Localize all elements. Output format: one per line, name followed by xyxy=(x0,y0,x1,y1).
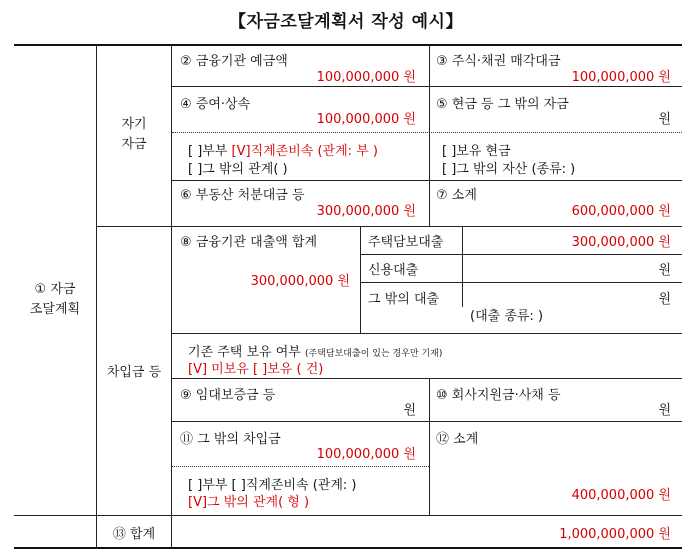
page-title: 【자금조달계획서 작성 예시】 xyxy=(229,12,463,32)
cash-detail-line2: [ ]그 밖의 자산 (종류: ) xyxy=(442,162,576,177)
company-value: 원 xyxy=(658,403,671,418)
gift-relation-spouse: [ ]부부 xyxy=(188,144,232,159)
total-value: 1,000,000,000 원 xyxy=(559,527,671,542)
section-main-label xyxy=(14,280,96,320)
borrow-subtotal-value: 400,000,000 원 xyxy=(571,488,671,503)
borrowed-label: 차입금 등 xyxy=(106,365,162,380)
mortgage-value: 300,000,000 원 xyxy=(571,235,671,250)
self-funds-label-line1: 자기 xyxy=(121,117,147,132)
housing-value: [V] 미보유 [ ]보유 ( 건) xyxy=(188,362,324,377)
total-label: ⑬ 합계 xyxy=(112,527,156,542)
borrow-relation-line1: [ ]부부 [ ]직계존비속 (관계: ) xyxy=(188,478,357,493)
loan-label: ⑧ 금융기관 대출액 합계 xyxy=(180,235,318,250)
section-main-line1: ① 자금 xyxy=(34,282,76,297)
cash-label: ⑤ 현금 등 그 밖의 자금 xyxy=(436,97,569,112)
self-subtotal-label: ⑦ 소계 xyxy=(436,188,477,203)
gift-relation-lineal: [V]직계존비속 (관계: 부 ) xyxy=(231,144,378,159)
other-loan-type: (대출 종류: ) xyxy=(470,309,544,324)
deposit-lease-label: ⑨ 임대보증금 등 xyxy=(180,388,276,403)
gift-relation-line1 xyxy=(188,140,378,159)
gift-label: ④ 증여·상속 xyxy=(180,97,251,112)
deposit-lease-value: 원 xyxy=(403,403,416,418)
company-label: ⑩ 회사지원금·사채 등 xyxy=(436,388,561,403)
real-estate-label: ⑥ 부동산 처분대금 등 xyxy=(180,188,305,203)
other-borrow-value: 100,000,000 원 xyxy=(316,447,416,462)
borrow-subtotal-label: ⑫ 소계 xyxy=(436,432,479,447)
other-loan-value: 원 xyxy=(658,292,671,307)
self-funds-label xyxy=(97,115,171,155)
deposit-label: ② 금융기관 예금액 xyxy=(180,54,288,69)
housing-note: (주택담보대출이 있는 경우만 기재) xyxy=(305,349,443,359)
mortgage-label: 주택담보대출 xyxy=(368,235,444,250)
housing-label: 기존 주택 보유 여부 xyxy=(188,345,301,360)
cash-value: 원 xyxy=(658,112,671,127)
self-funds-label-line2: 자금 xyxy=(121,137,147,152)
stock-value: 100,000,000 원 xyxy=(571,70,671,85)
gift-relation-line2: [ ]그 밖의 관계( ) xyxy=(188,162,288,177)
borrow-relation-line2: [V]그 밖의 관계( 형 ) xyxy=(188,495,310,510)
loan-value: 300,000,000 원 xyxy=(250,274,350,289)
credit-value: 원 xyxy=(658,263,671,278)
other-borrow-label: ⑪ 그 밖의 차입금 xyxy=(180,432,281,447)
cash-detail-line1: [ ]보유 현금 xyxy=(442,144,511,159)
credit-label: 신용대출 xyxy=(368,263,419,278)
real-estate-value: 300,000,000 원 xyxy=(316,204,416,219)
gift-value: 100,000,000 원 xyxy=(316,112,416,127)
section-main-line2: 조달계획 xyxy=(29,302,81,317)
deposit-value: 100,000,000 원 xyxy=(316,70,416,85)
self-subtotal-value: 600,000,000 원 xyxy=(571,204,671,219)
stock-label: ③ 주식·채권 매각대금 xyxy=(436,54,561,69)
other-loan-label: 그 밖의 대출 xyxy=(368,292,440,307)
